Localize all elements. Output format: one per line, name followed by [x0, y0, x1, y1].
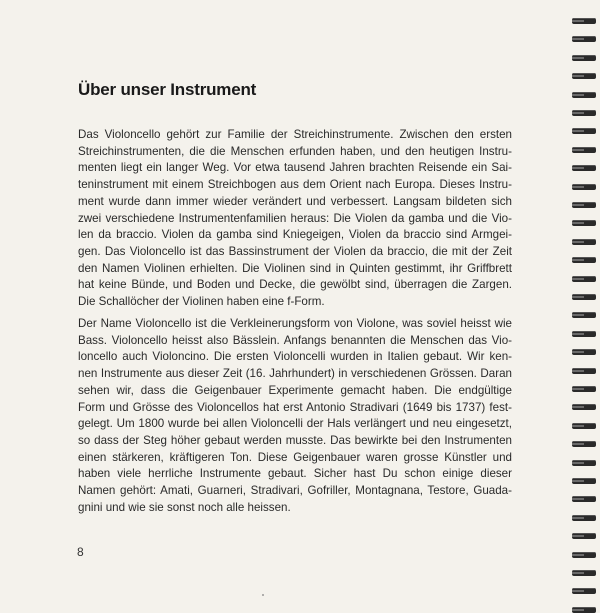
binding-ring: [572, 533, 596, 539]
binding-ring: [572, 165, 596, 171]
binding-ring: [572, 368, 596, 374]
text-line: Das Violoncello gehört zur Familie der Streichinstrumente. Zwischen den ersten: [78, 128, 512, 141]
binding-ring: [572, 128, 596, 134]
text-line: sehen wir, dass die Geigenbauer Experimente gemacht haben. Die endgültige: [78, 383, 512, 397]
binding-ring: [572, 276, 596, 282]
binding-ring: [572, 92, 596, 98]
page-number: 8: [77, 545, 84, 559]
text-line: loncello auch Violoncino. Die ersten Violoncelli wurden in Italien gebaut. Wir ken-: [78, 350, 512, 364]
binding-ring: [572, 423, 596, 429]
binding-ring: [572, 496, 596, 502]
text-line: Bass. Violoncello heisst also Bässlein. Anfangs benannten die Menschen das Vio-: [78, 333, 512, 347]
text-line: menten liegt ein langer Weg. Vor etwa tausend Jahren brachten Reisende ein Sai-: [78, 161, 512, 175]
binding-ring: [572, 312, 596, 318]
speck: [262, 594, 264, 596]
binding-ring: [572, 239, 596, 245]
text-line: Streichinstrumenten, die die Menschen erfunden haben, und den heutigen Instru-: [78, 144, 512, 158]
text-line: hat keine Bünde, und Boden und Decke, die gewölbt sind, überragen die Zargen.: [78, 278, 512, 292]
text-line: gelegt. Um 1800 wurde bei allen Violoncelli der Hals verlängert und neu eingesetzt,: [78, 417, 512, 431]
page-heading: Über unser Instrument: [78, 80, 257, 99]
binding-ring: [572, 55, 596, 61]
binding-ring: [572, 478, 596, 484]
binding-ring: [572, 460, 596, 466]
text-line: den Namen Violinen erhielten. Die Violinen sind in Quinten gestimmt, ihr Griffbrett: [78, 261, 512, 275]
text-line: len da braccio. Violen da gamba sind Kniegeigen, Violen da braccio sind Armgei-: [78, 228, 512, 242]
text-line: zwei verschiedene Instrumentenfamilien heraus: Die Violen da gamba und die Vio-: [78, 211, 512, 225]
binding-ring: [572, 331, 596, 337]
binding-ring: [572, 257, 596, 263]
binding-ring: [572, 184, 596, 190]
binding-ring: [572, 18, 596, 24]
text-line: teninstrument mit einem Streichbogen aus dem Orient nach Europa. Dieses Instru-: [78, 178, 512, 192]
binding-ring: [572, 294, 596, 300]
text-line: Namen gehört: Amati, Guarneri, Stradivari, Gofriller, Montagnana, Testore, Guada-: [78, 484, 512, 498]
text-line: Der Name Violoncello ist die Verkleinerungsform von Violone, was soviel heisst wie: [78, 317, 512, 330]
text-line: nen Instrumente aus dieser Zeit (16. Jahrhundert) in verschiedenen Grössen. Daran: [78, 367, 512, 381]
paragraph-2: [78, 316, 512, 516]
binding-ring: [572, 570, 596, 576]
text-line: gen. Das Violoncello ist das Bassinstrument der Violen da braccio, die mit der Zeit: [78, 244, 512, 258]
binding-ring: [572, 515, 596, 521]
text-line: Form und Grösse des Violoncellos hat erst Antonio Stradivari (1649 bis 1737) fest-: [78, 400, 512, 414]
binding-ring: [572, 147, 596, 153]
text-line: Die Schallöcher der Violinen haben eine f-Form.: [78, 295, 325, 309]
binding-ring: [572, 349, 596, 355]
binding-ring: [572, 386, 596, 392]
paragraph-1: [78, 127, 512, 311]
binding-ring: [572, 202, 596, 208]
binding-ring: [572, 441, 596, 447]
binding-ring: [572, 607, 596, 613]
binding-ring: [572, 73, 596, 79]
binding-ring: [572, 110, 596, 116]
text-line: einen stärkeren, kräftigeren Ton. Diese Geigenbauer waren grosse Künstler und: [78, 450, 512, 464]
text-line: so dass der Steg höher gebaut werden musste. Das bewirkte bei den Instrumenten: [78, 433, 512, 447]
text-line: haben viele herrliche Instrumente gebaut. Sicher hast Du schon einige dieser: [78, 467, 512, 481]
binding-ring: [572, 552, 596, 558]
binding-ring: [572, 36, 596, 42]
binding-ring: [572, 404, 596, 410]
text-line: gnini und wie sie sonst noch alle heissen.: [78, 500, 291, 514]
text-line: ment wurde dann immer wieder verändert und verbessert. Langsam bildeten sich: [78, 194, 512, 208]
spiral-binding: [566, 10, 600, 610]
binding-ring: [572, 588, 596, 594]
binding-ring: [572, 220, 596, 226]
